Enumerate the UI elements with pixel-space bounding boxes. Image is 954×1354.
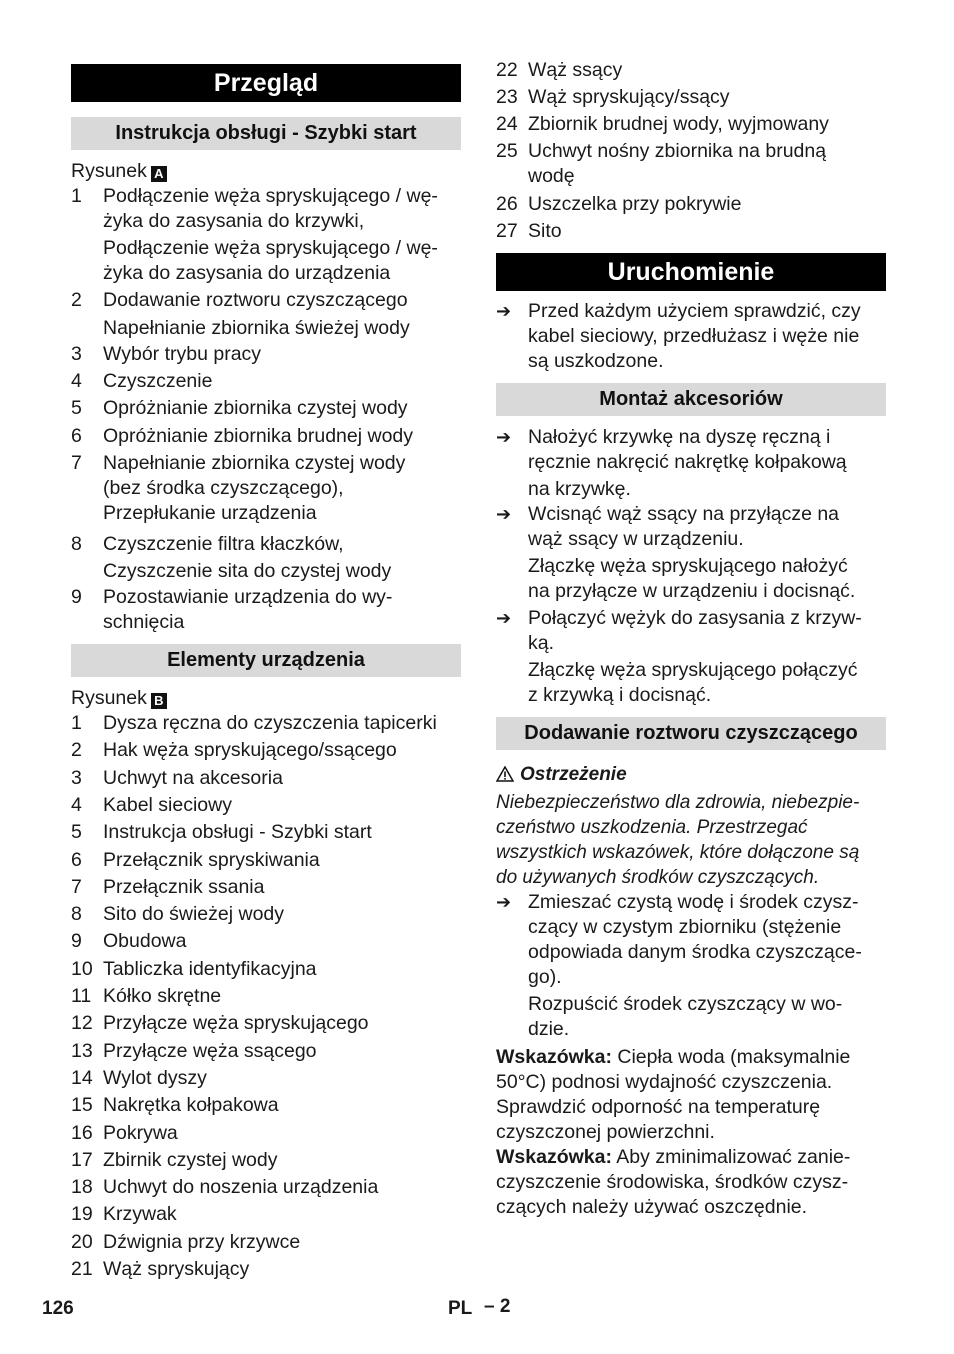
item-number: 9 [71,930,82,953]
text-line: na krzywkę. [528,478,631,500]
arrow-right-icon: ➔ [496,504,512,524]
text-line: Wąż spryskujący/ssący [528,86,730,108]
text-line: 50°C) podnosi wydajność czyszczenia. [496,1071,833,1093]
text-line: Czyszczenie filtra kłaczków, [103,533,344,555]
item-number: 5 [71,397,82,419]
text-line: żyka do zasysania do krzywki, [103,210,365,232]
item-text [103,451,461,526]
text-line: kabel sieciowy, przedłużasz i węże nie [528,325,860,347]
text-line: Nałożyć krzywkę na dyszę ręczną i [528,426,831,448]
item-number: 15 [71,1094,93,1117]
language-code: PL [448,1298,473,1319]
paragraph-text [528,425,886,502]
text-line: Zbiornik brudnej wody, wyjmowany [528,113,829,135]
item-number: 2 [71,739,82,762]
item-number: 25 [496,140,518,162]
text-line: Hak węża spryskującego/ssącego [103,739,397,762]
item-number: 23 [496,86,518,108]
item-number: 2 [71,289,82,311]
page-number: 126 [42,1298,74,1319]
item-number: 3 [71,343,82,365]
item-text [103,1093,461,1118]
item-text [103,1039,461,1064]
item-text [103,766,461,791]
text-line: czyszczenie środowiska, środków czysz- [496,1171,849,1193]
text-line: czyszczonej powierzchni. [496,1121,715,1143]
item-text [103,1202,461,1227]
warning-title-row [496,762,886,789]
paragraph-text [528,299,886,374]
item-text [528,192,886,217]
item-number: 6 [71,848,82,871]
text-line: na przyłącze w urządzeniu i docisnąć. [528,580,856,602]
item-number: 22 [496,59,518,81]
text-line: Instrukcja obsługi - Szybki start [103,821,372,844]
item-text [103,532,461,584]
text-line: Połączyć wężyk do zasysania z krzyw- [528,607,862,629]
item-number: 24 [496,113,518,135]
text-line: wodę [528,165,575,187]
text-line: wąż ssący w urządzeniu. [528,528,744,550]
text-line: Przed każdym użyciem sprawdzić, czy [528,300,861,322]
item-text [528,85,886,110]
item-text [103,396,461,421]
text-line: Podłączenie węża spryskującego / wę- [103,185,438,207]
item-number: 10 [71,957,93,980]
item-text [103,1148,461,1173]
text-line: Dodawanie roztworu czyszczącego [103,289,408,311]
item-number: 18 [71,1176,93,1199]
arrow-right-icon: ➔ [496,427,512,447]
text-line: Dysza ręczna do czyszczenia tapicerki [103,712,437,734]
item-text [103,1066,461,1091]
text-line: Napełnianie zbiornika czystej wody [103,452,406,474]
item-text [103,711,461,736]
text-line: żyka do zasysania do urządzenia [103,262,391,284]
arrow-right-icon: ➔ [496,301,512,321]
text-line: Złączkę węża spryskującego nałożyć [528,555,848,577]
text-line: Wskazówka: Aby zminimalizować zanie- [496,1146,851,1168]
item-number: 26 [496,193,518,215]
text-line: Przełącznik ssania [103,875,265,898]
section-title-startup: Uruchomienie [496,253,886,291]
item-number: 3 [71,766,82,789]
text-line: Czyszczenie [103,370,213,392]
item-text [103,1121,461,1146]
text-line: Uszczelka przy pokrywie [528,193,742,215]
item-number: 17 [71,1148,93,1171]
item-number: 27 [496,220,518,242]
item-text [103,793,461,818]
note-warm-water [496,1045,886,1145]
text-line: czących należy używać oszczędnie. [496,1196,808,1218]
note-environment [496,1145,886,1220]
item-text [528,58,886,83]
item-number: 14 [71,1066,93,1089]
item-number: 6 [71,425,82,447]
text-line: odpowiada danym środka czyszczące- [528,941,862,963]
text-line: Kabel sieciowy [103,793,232,816]
figure-label: Rysunek [71,687,147,709]
subsection-heading-quick-start: Instrukcja obsługi - Szybki start [71,117,461,150]
warning-title: Ostrzeżenie [520,764,627,785]
paragraph-text [528,890,886,1042]
text-line: Uchwyt nośny zbiornika na brudną [528,140,827,162]
item-text [528,112,886,137]
text-line: Sprawdzić odporność na temperaturę [496,1096,821,1118]
subsection-heading-accessories: Montaż akcesoriów [496,383,886,416]
note-label: Wskazówka: [496,1146,612,1168]
sub-page-number: – 2 [484,1296,511,1317]
arrow-right-icon: ➔ [496,608,512,628]
item-number: 4 [71,793,82,816]
figure-reference-a [71,159,461,184]
item-text [103,902,461,927]
item-number: 1 [71,712,82,734]
item-number: 9 [71,586,82,608]
item-number: 7 [71,452,82,474]
section-title-overview: Przegląd [71,64,461,102]
item-text [103,369,461,394]
text-line: ką. [528,632,555,654]
text-line: Obudowa [103,930,187,953]
text-line: Wąż ssący [528,59,623,81]
paragraph-text [528,606,886,708]
item-text [103,424,461,449]
warning-text [496,790,886,890]
text-line: Opróżnianie zbiornika czystej wody [103,397,408,419]
subsection-heading-detergent: Dodawanie roztworu czyszczącego [496,717,886,750]
item-text [103,848,461,873]
text-line: Sito [528,220,562,242]
item-text [103,288,461,341]
figure-letter-badge: A [151,166,167,182]
item-text [528,219,886,244]
arrow-right-icon: ➔ [496,892,512,912]
text-line: wszystkich wskazówek, które dołączone są [496,842,860,863]
text-line: z krzywką i docisnąć. [528,684,712,706]
item-number: 8 [71,533,82,555]
item-text [103,738,461,763]
text-line: Złączkę węża spryskującego połączyć [528,659,858,681]
item-text [103,875,461,900]
item-number: 11 [71,985,92,1007]
text-line: Przełącznik spryskiwania [103,848,320,871]
item-number: 4 [71,370,82,392]
text-line: Zbirnik czystej wody [103,1148,278,1171]
text-line: Nakrętka kołpakowa [103,1094,279,1117]
text-line: Wcisnąć wąż ssący na przyłącze na [528,503,840,525]
text-line: Uchwyt na akcesoria [103,766,283,789]
item-text [103,184,461,286]
text-line: Krzywak [103,1203,177,1226]
text-line: Tabliczka identyfikacyjna [103,957,317,980]
text-line: Wskazówka: Ciepła woda (maksymalnie [496,1046,851,1068]
text-line: Przyłącze węża ssącego [103,1039,317,1062]
text-line: Wąż spryskujący [103,1258,250,1280]
figure-letter-badge: B [151,693,167,709]
item-number: 7 [71,875,82,898]
text-line: Wybór trybu pracy [103,343,262,365]
text-line: Zmieszać czystą wodę i środek czysz- [528,891,859,913]
text-line: Pozostawianie urządzenia do wy- [103,586,393,608]
text-line: dzie. [528,1018,570,1040]
paragraph-text [528,502,886,604]
text-line: Napełnianie zbiornika świeżej wody [103,317,410,339]
item-text [103,1230,461,1255]
item-number: 19 [71,1203,93,1226]
text-line: Wylot dyszy [103,1066,207,1089]
text-line: Pokrywa [103,1121,178,1144]
subsection-heading-device-elements: Elementy urządzenia [71,644,461,677]
text-line: Sito do świeżej wody [103,903,285,926]
text-line: Rozpuścić środek czyszczący w wo- [528,993,843,1015]
text-line: do używanych środków czyszczących. [496,867,820,888]
item-text [103,1011,461,1036]
text-line: Niebezpieczeństwo dla zdrowia, niebezpie- [496,792,860,813]
item-number: 8 [71,903,82,926]
text-line: Przepłukanie urządzenia [103,502,317,524]
text-line: Dźwignia przy krzywce [103,1230,301,1253]
text-line: Podłączenie węża spryskującego / wę- [103,237,438,259]
text-line: czeństwo uszkodzenia. Przestrzegać [496,817,808,838]
item-text [528,139,886,189]
text-line: Czyszczenie sita do czystej wody [103,560,392,582]
item-number: 12 [71,1012,93,1035]
text-line: go). [528,966,562,988]
text-line: Uchwyt do noszenia urządzenia [103,1176,379,1199]
item-number: 5 [71,821,82,844]
text-line: są uszkodzone. [528,350,664,372]
text-line: Kółko skrętne [103,985,222,1007]
item-number: 13 [71,1039,93,1062]
text-line: ręcznie nakręcić nakrętkę kołpakową [528,451,847,473]
item-number: 16 [71,1121,93,1144]
item-text [103,957,461,982]
item-text [103,585,461,635]
note-label: Wskazówka: [496,1046,612,1068]
item-number: 1 [71,185,82,207]
text-line: Opróżnianie zbiornika brudnej wody [103,425,414,447]
text-line: Przyłącze węża spryskującego [103,1012,369,1035]
item-text [103,342,461,367]
text-line: czący w czystym zbiorniku (stężenie [528,916,842,938]
item-text [103,929,461,954]
item-text [103,984,461,1009]
figure-reference-b [71,686,461,711]
figure-label: Rysunek [71,160,147,182]
item-number: 21 [71,1258,93,1280]
item-text [103,820,461,845]
item-text [103,1175,461,1200]
item-text [103,1257,461,1282]
text-line: schnięcia [103,611,185,633]
text-line: (bez środka czyszczącego), [103,477,344,499]
warning-triangle-icon [496,764,514,789]
item-number: 20 [71,1230,93,1253]
